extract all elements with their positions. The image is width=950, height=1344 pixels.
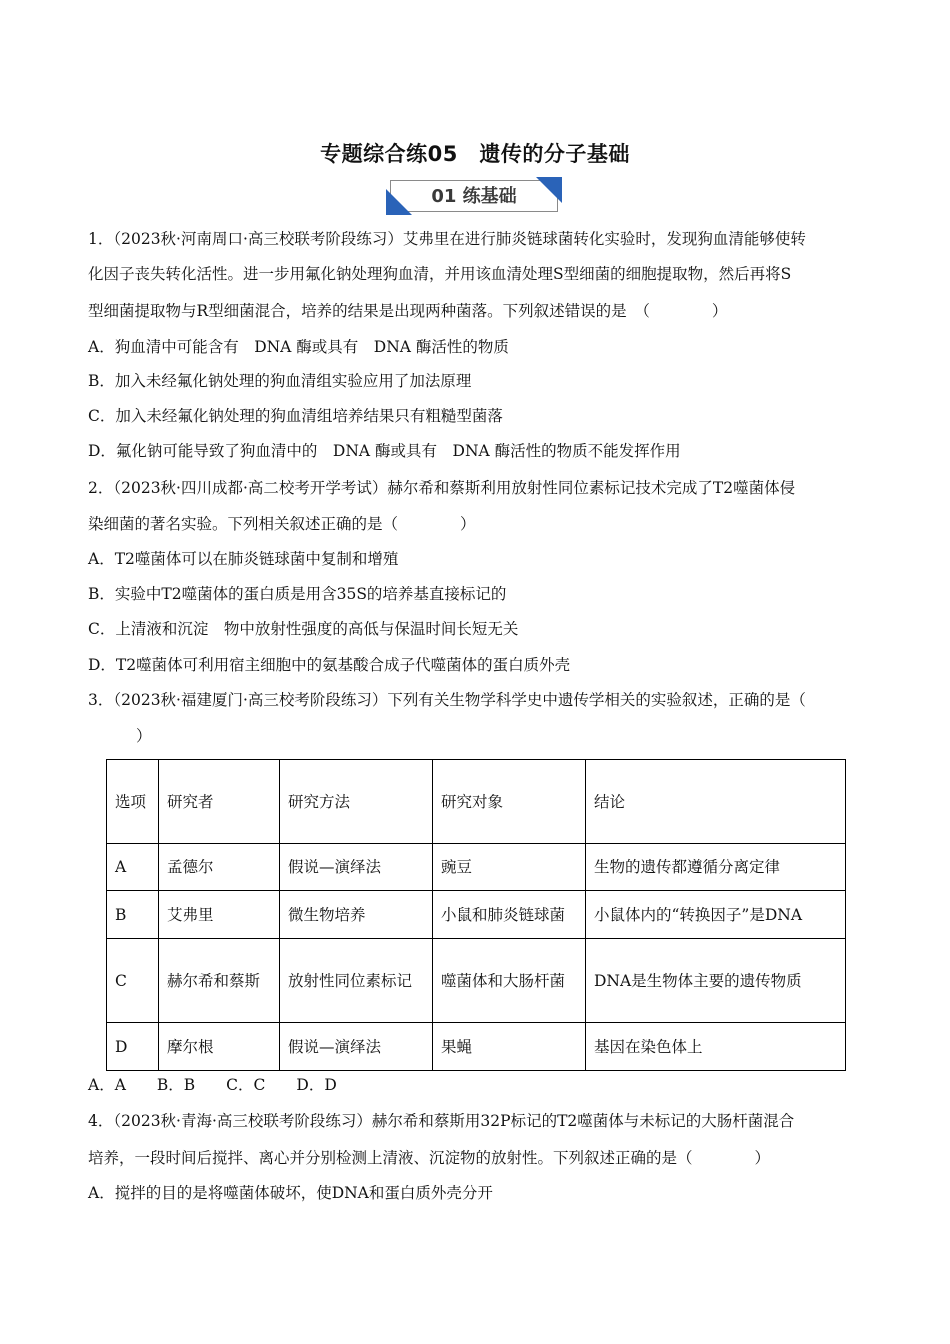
q1-stem-line-2: 化因子丧失转化活性。进一步用氟化钠处理狗血清，并用该血清处理S型细菌的细胞提取物，然后再将S <box>88 265 792 283</box>
q2-option-b: B．实验中T2噬菌体的蛋白质是用含35S的培养基直接标记的 <box>88 585 507 603</box>
table-cell: 放射性同位素标记 <box>280 939 433 1023</box>
table-row <box>107 844 846 891</box>
table-cell: 果蝇 <box>433 1023 586 1071</box>
table-cell: 假说—演绎法 <box>280 1023 433 1071</box>
table-row <box>107 1023 846 1071</box>
q2-stem-line-2: 染细菌的著名实验。下列相关叙述正确的是（ ） <box>88 515 476 533</box>
q3-table <box>106 759 846 1071</box>
table-row <box>107 891 846 939</box>
q1-option-c: C．加入未经氟化钠处理的狗血清组培养结果只有粗糙型菌落 <box>88 407 503 425</box>
q1-option-a: A．狗血清中可能含有 DNA 酶或具有 DNA 酶活性的物质 <box>88 338 509 356</box>
q1-option-b: B．加入未经氟化钠处理的狗血清组实验应用了加法原理 <box>88 372 472 390</box>
table-cell: A <box>107 844 159 891</box>
table-header-cell: 研究方法 <box>280 760 433 844</box>
table-cell: 小鼠体内的“转换因子”是DNA <box>586 891 846 939</box>
q2-option-d: D．T2噬菌体可利用宿主细胞中的氨基酸合成子代噬菌体的蛋白质外壳 <box>88 656 571 674</box>
table-cell: 基因在染色体上 <box>586 1023 846 1071</box>
table-header-cell: 研究者 <box>159 760 280 844</box>
q3-options: A．A B．B C．C D．D <box>88 1076 337 1094</box>
table-cell: 艾弗里 <box>159 891 280 939</box>
table-cell: 小鼠和肺炎链球菌 <box>433 891 586 939</box>
q4-option-a: A．搅拌的目的是将噬菌体破坏，使DNA和蛋白质外壳分开 <box>88 1184 493 1202</box>
table-header-cell: 选项 <box>107 760 159 844</box>
q4-stem-line-1: 4．（2023秋·青海·高三校联考阶段练习）赫尔希和蔡斯用32P标记的T2噬菌体与未标记的大肠杆菌混合 <box>88 1112 795 1130</box>
table-cell: 生物的遗传都遵循分离定律 <box>586 844 846 891</box>
q3-stem-line-1: 3．（2023秋·福建厦门·高三校考阶段练习）下列有关生物学科学史中遗传学相关的实验叙述，正确的是（ <box>88 691 806 709</box>
table-row <box>107 939 846 1023</box>
table-header-row <box>107 760 846 844</box>
q1-stem-line-3: 型细菌提取物与R型细菌混合，培养的结果是出现两种菌落。下列叙述错误的是 （ ） <box>88 302 728 320</box>
q3-stem-line-2: ） <box>136 727 152 745</box>
q2-option-c: C．上清液和沉淀 物中放射性强度的高低与保温时间长短无关 <box>88 620 519 638</box>
table-cell: D <box>107 1023 159 1071</box>
q2-stem-line-1: 2．（2023秋·四川成都·高二校考开学考试）赫尔希和蔡斯利用放射性同位素标记技术完成了T2噬菌体侵 <box>88 479 796 497</box>
table-cell: 摩尔根 <box>159 1023 280 1071</box>
table-cell: DNA是生物体主要的遗传物质 <box>586 939 846 1023</box>
table-header-cell: 研究对象 <box>433 760 586 844</box>
table-header-cell: 结论 <box>586 760 846 844</box>
q1-option-d: D．氟化钠可能导致了狗血清中的 DNA 酶或具有 DNA 酶活性的物质不能发挥作用 <box>88 442 681 460</box>
table-cell: C <box>107 939 159 1023</box>
table-cell: 赫尔希和蔡斯 <box>159 939 280 1023</box>
q1-stem-line-1: 1．（2023秋·河南周口·高三校联考阶段练习）艾弗里在进行肺炎链球菌转化实验时，发现狗血清能够使转 <box>88 230 806 248</box>
badge-label: 01 练基础 <box>431 186 517 207</box>
table-cell: 微生物培养 <box>280 891 433 939</box>
table-cell: 假说—演绎法 <box>280 844 433 891</box>
section-badge <box>386 177 562 215</box>
q2-option-a: A．T2噬菌体可以在肺炎链球菌中复制和增殖 <box>88 550 399 568</box>
table-cell: 豌豆 <box>433 844 586 891</box>
page-title: 专题综合练05 遗传的分子基础 <box>320 142 630 166</box>
table-cell: 孟德尔 <box>159 844 280 891</box>
q4-stem-line-2: 培养，一段时间后搅拌、离心并分别检测上清液、沉淀物的放射性。下列叙述正确的是（ ） <box>88 1149 771 1167</box>
table-cell: 噬菌体和大肠杆菌 <box>433 939 586 1023</box>
table-cell: B <box>107 891 159 939</box>
